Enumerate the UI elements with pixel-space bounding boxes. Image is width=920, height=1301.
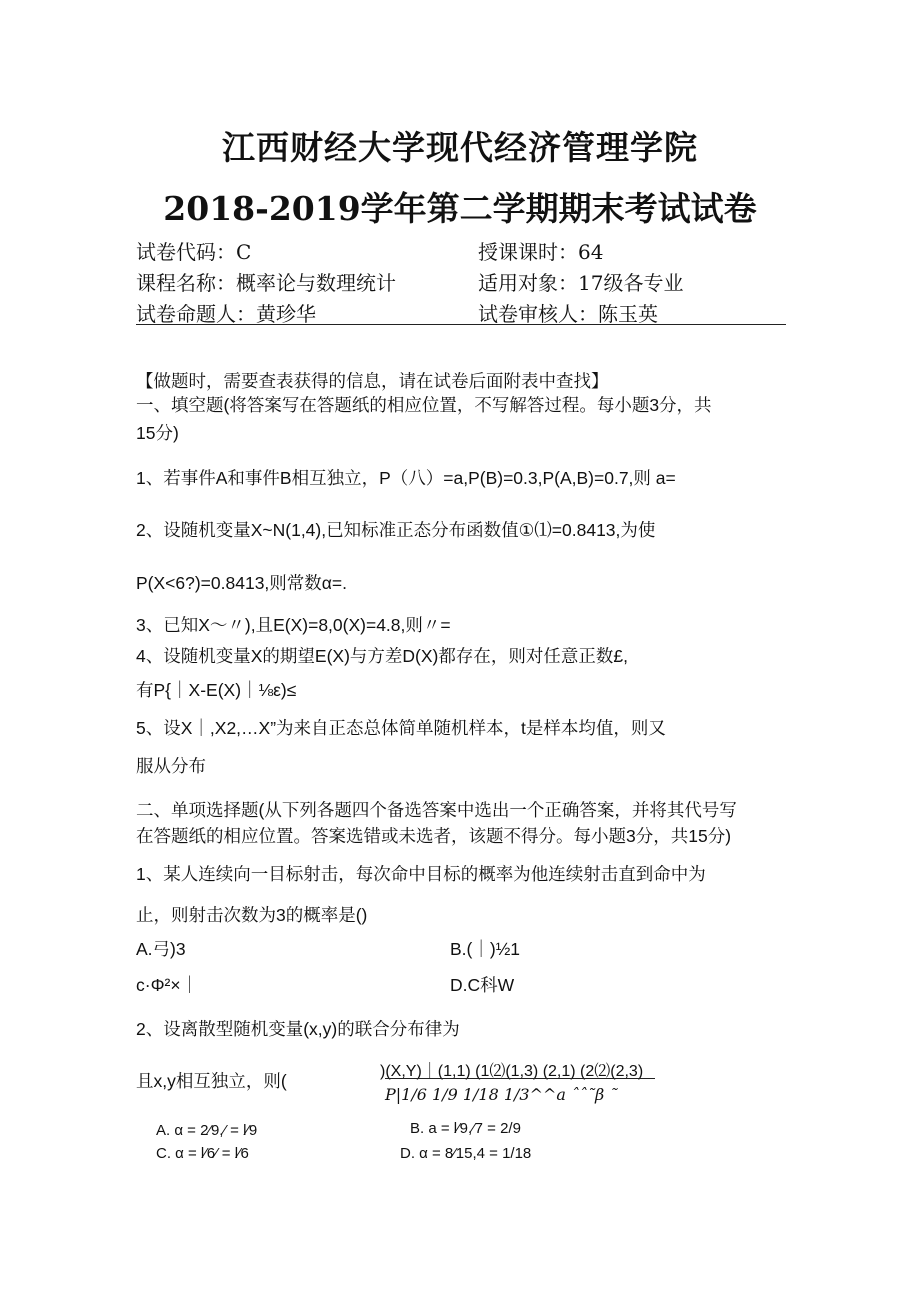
- fill-q4-cont: 有P{｜X-E(X)｜⅛ε)≤: [136, 680, 297, 700]
- choice-q2-option-c: C. α = l⁄6⁄ = l⁄6: [156, 1145, 249, 1162]
- section1-heading: 一、填空题(将答案写在答题纸的相应位置，不写解答过程。每小题3分，共: [136, 395, 712, 415]
- paper-author: 试卷命题人：黄珍华: [136, 302, 316, 326]
- choice-q1-cont: 止，则射击次数为3的概率是(): [136, 905, 368, 925]
- choice-q2-option-d: D. α = 8⁄15,4 = 1/18: [400, 1145, 532, 1162]
- target-audience: 适用对象：17级各专业: [478, 271, 684, 295]
- section2-heading: 二、单项选择题(从下列各题四个备选答案中选出一个正确答案，并将其代号写: [136, 800, 737, 820]
- fill-q2-cont: P(X<6?)=0.8413,则常数α=.: [136, 573, 347, 593]
- paper-code: 试卷代码：C: [136, 240, 252, 264]
- fill-q4: 4、设随机变量X的期望E(X)与方差D(X)都存在，则对任意正数£,: [136, 646, 628, 666]
- choice-q1: 1、某人连续向一目标射击，每次命中目标的概率为他连续射击直到命中为: [136, 864, 706, 884]
- fill-q5: 5、设X｜,X2,…X”为来自正态总体简单随机样本，t是样本均值，则又: [136, 718, 666, 738]
- table-notice: 【做题时，需要查表获得的信息，请在试卷后面附表中查找】: [136, 371, 609, 391]
- choice-q1-option-d: D.C科W: [450, 975, 515, 995]
- school-title: 江西财经大学现代经济管理学院: [222, 128, 698, 167]
- fill-q2: 2、设随机变量X~N(1,4),已知标准正态分布函数值①⑴=0.8413,为使: [136, 520, 656, 540]
- choice-q2: 2、设离散型随机变量(x,y)的联合分布律为: [136, 1019, 460, 1039]
- course-name: 课程名称：概率论与数理统计: [136, 271, 396, 295]
- distribution-table-row: P|1/6 1/9 1/18 1/3^^a ˆˆ˜β ˜: [385, 1085, 618, 1104]
- choice-q2-condition: 且x,y相互独立，则(: [136, 1071, 287, 1091]
- exam-title: 2018-2019学年第二学期期末考试试卷: [163, 189, 757, 228]
- course-hours: 授课课时：64: [478, 240, 604, 264]
- choice-q2-option-b: B. a = l⁄9,⁄7 = 2/9: [410, 1120, 521, 1137]
- section2-heading-cont: 在答题纸的相应位置。答案选错或未选者，该题不得分。每小题3分，共15分): [136, 826, 732, 846]
- choice-q1-option-b: B.(｜)½1: [450, 939, 521, 959]
- paper-reviewer: 试卷审核人：陈玉英: [478, 302, 658, 326]
- distribution-table-header: )(X,Y)｜(1,1) (1⑵(1,3) (2,1) (2⑵(2,3): [380, 1063, 644, 1080]
- header-divider: [136, 324, 786, 325]
- choice-q1-option-c: c·Φ²×｜: [136, 975, 199, 995]
- choice-q2-option-a: A. α = 2⁄9,⁄ = l⁄9: [156, 1122, 258, 1139]
- fill-q5-cont: 服从分布: [136, 756, 206, 776]
- fill-q3: 3、已知X〜〃),且E(X)=8,0(X)=4.8,则〃=: [136, 615, 451, 635]
- section1-heading-cont: 15分): [136, 423, 179, 443]
- fill-q1: 1、若事件A和事件B相互独立，P（八）=a,P(B)=0.3,P(A,B)=0.7,则 a=: [136, 468, 676, 488]
- distribution-table-rule: [385, 1078, 655, 1079]
- choice-q1-option-a: A.弓)3: [136, 939, 186, 959]
